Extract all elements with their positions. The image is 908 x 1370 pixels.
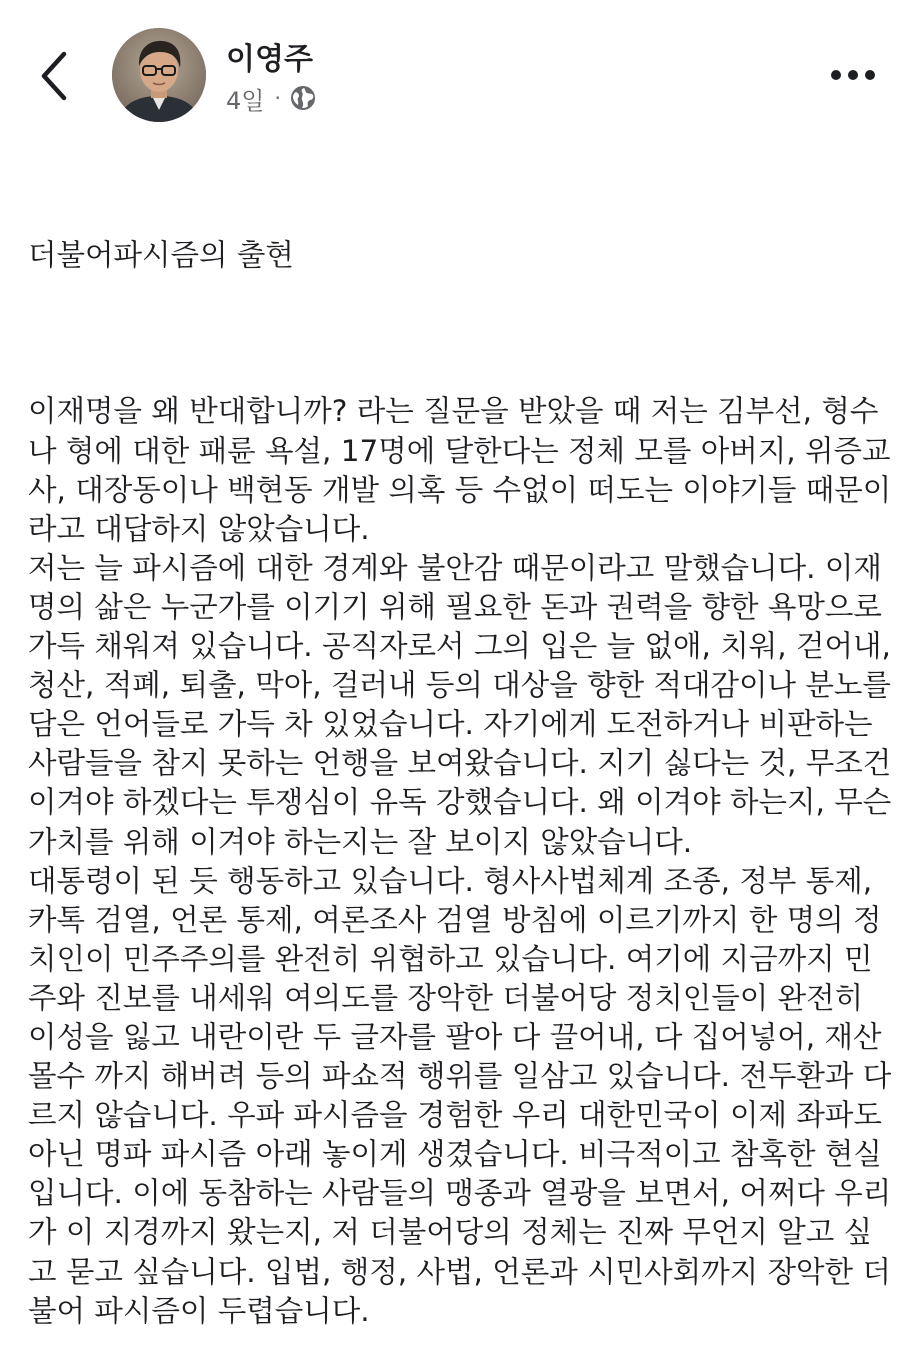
post-text-line: 이재명을 왜 반대합니까? 라는 질문을 받았을 때 저는 김부선, 형수 (28, 394, 879, 429)
avatar[interactable] (112, 28, 206, 122)
chevron-left-icon (30, 48, 80, 104)
post-text-line: 불어 파시즘이 두렵습니다. (28, 1293, 370, 1328)
post-text-line: 카톡 검열, 언론 통제, 여론조사 검열 방침에 이르기까지 한 명의 정 (28, 902, 882, 937)
post-header (0, 0, 908, 140)
post-text-line: 몰수 까지 해버려 등의 파쇼적 행위를 일삼고 있습니다. 전두환과 다 (28, 1059, 892, 1094)
post-text-line: 가득 채워져 있습니다. 공직자로서 그의 입은 늘 없애, 치워, 걷어내, (28, 629, 891, 664)
post-text (28, 392, 892, 1330)
post-text-line: 고 묻고 싶습니다. 입법, 행정, 사법, 언론과 시민사회까지 장악한 더 (28, 1254, 891, 1289)
post-text-line: 아닌 명파 파시즘 아래 놓이게 생겼습니다. 비극적이고 참혹한 현실 (28, 1137, 882, 1172)
meta-separator: · (274, 86, 281, 110)
post-text-line: 치인이 민주주의를 완전히 위협하고 있습니다. 여기에 지금까지 민 (28, 941, 873, 976)
more-options-button[interactable] (828, 62, 878, 88)
post-text-line: 르지 않습니다. 우파 파시즘을 경험한 우리 대한민국이 이제 좌파도 (28, 1098, 882, 1133)
post-text-line: 담은 언어들로 가득 차 있었습니다. 자기에게 도전하거나 비판하는 (28, 707, 873, 742)
post-text-line: 주와 진보를 내세워 여의도를 장악한 더불어당 정치인들이 완전히 (28, 980, 864, 1015)
post-text-line: 가치를 위해 이겨야 하는지는 잘 보이지 않았습니다. (28, 824, 693, 859)
post-body (28, 158, 892, 1370)
post-timestamp[interactable]: 4일 (226, 86, 265, 115)
post-meta (226, 82, 317, 114)
post-text-line: 사, 대장동이나 백현동 개발 의혹 등 수없이 떠도는 이야기들 때문이 (28, 472, 892, 507)
post-text-line: 이겨야 하겠다는 투쟁심이 유독 강했습니다. 왜 이겨야 하는지, 무슨 (28, 785, 892, 820)
author-name[interactable]: 이영주 (226, 42, 313, 77)
post-text-line: 가 이 지경까지 왔는지, 저 더불어당의 정체는 진짜 무언지 알고 싶 (28, 1215, 873, 1250)
post-text-line: 대통령이 된 듯 행동하고 있습니다. 형사사법체계 조종, 정부 통제, (28, 863, 873, 898)
post-text-line: 이성을 잃고 내란이란 두 글자를 팔아 다 끌어내, 다 집어넣어, 재산 (28, 1019, 882, 1054)
post-text-line: 라고 대답하지 않았습니다. (28, 511, 370, 546)
post-text-line: 청산, 적폐, 퇴출, 막아, 걸러내 등의 대상을 향한 적대감이나 분노를 (28, 668, 891, 703)
post-text-line: 나 형에 대한 패륜 욕설, 17명에 달한다는 정체 모를 아버지, 위증교 (28, 433, 891, 468)
globe-icon[interactable] (289, 84, 317, 112)
post-text-line: 사람들을 참지 못하는 언행을 보여왔습니다. 지기 싫다는 것, 무조건 (28, 746, 892, 781)
avatar-photo (112, 28, 206, 122)
post-text-line: 저는 늘 파시즘에 대한 경계와 불안감 때문이라고 말했습니다. 이재 (28, 550, 882, 585)
more-horizontal-icon (828, 62, 878, 88)
post-text-line: 명의 삶은 누군가를 이기기 위해 필요한 돈과 권력을 향한 욕망으로 (28, 589, 882, 624)
post-title: 더불어파시즘의 출현 (28, 238, 294, 273)
post-text-line: 입니다. 이에 동참하는 사람들의 맹종과 열광을 보면서, 어쩌다 우리 (28, 1176, 892, 1211)
back-button[interactable] (30, 48, 80, 104)
